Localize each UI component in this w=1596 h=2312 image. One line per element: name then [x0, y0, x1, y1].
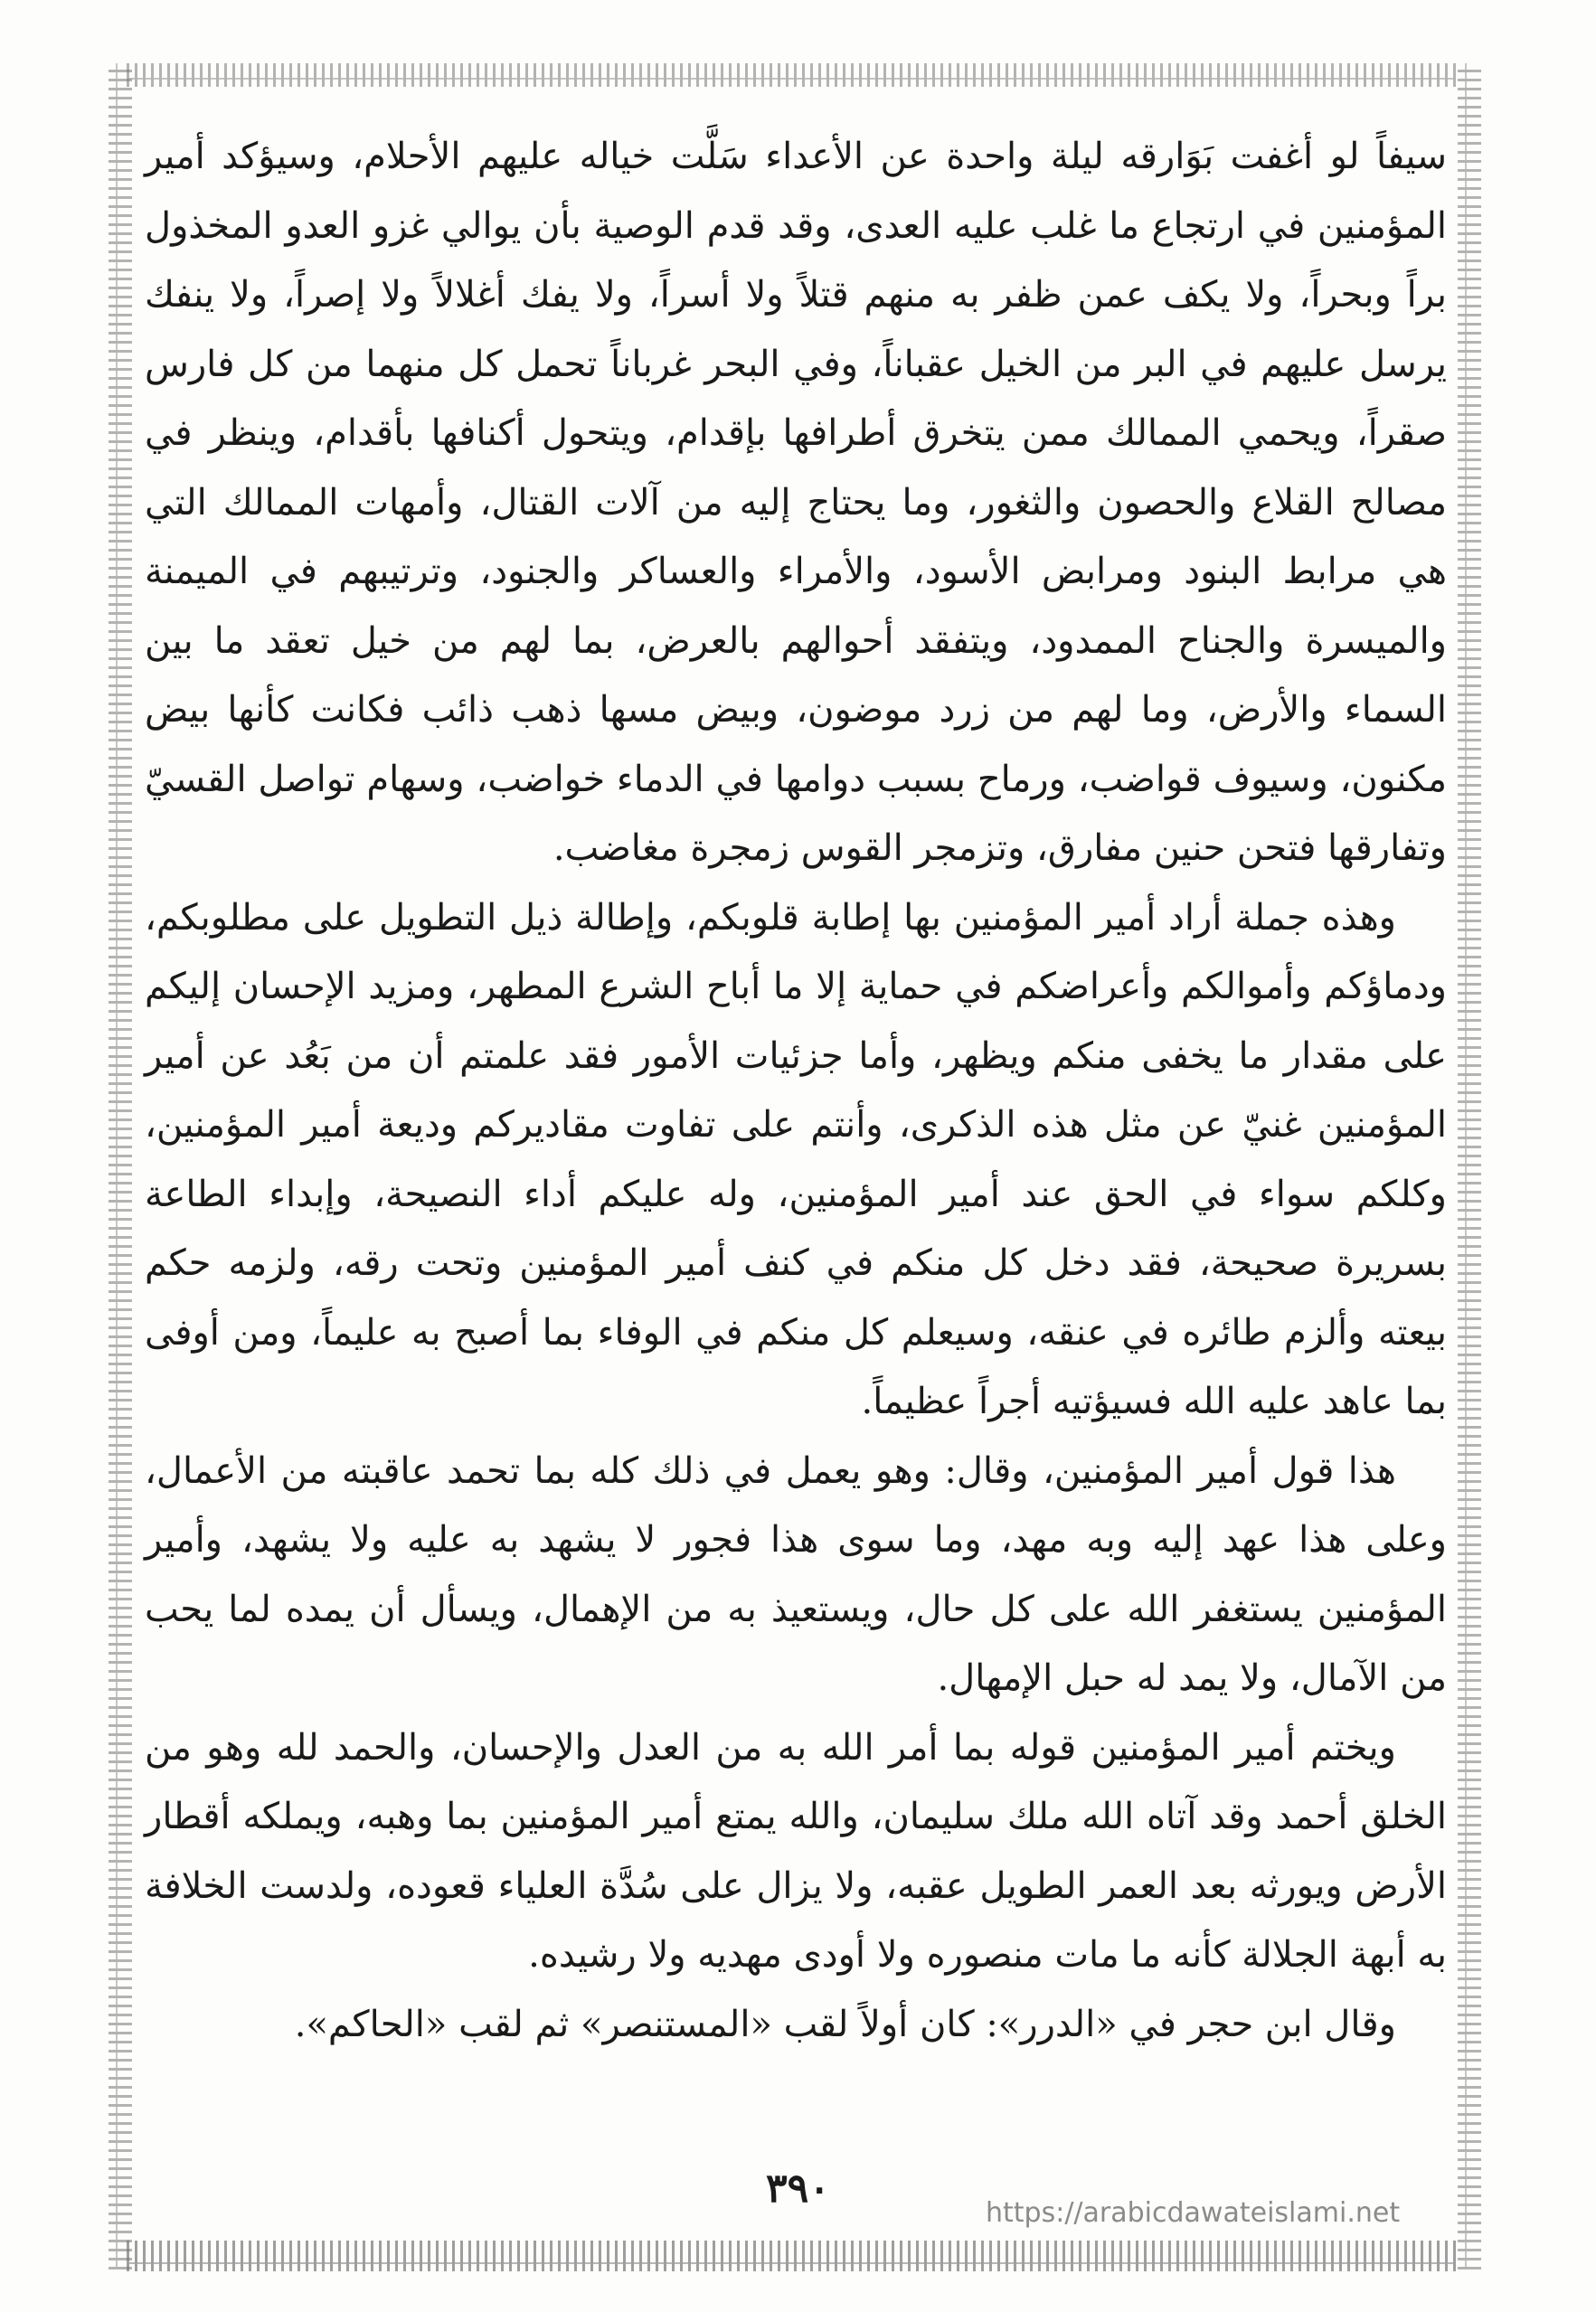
- ornamental-border-bottom: [127, 2241, 1456, 2271]
- paragraph-1: سيفاً لو أغفت بَوَارقه ليلة واحدة عن الأعداء سَلَّت خياله عليهم الأحلام، وسيؤكد أمير المؤمنين في ارتجاع ما غلب عليه العدى، وقد قدم الوصية بأن يوالي غزو العدو المخذول براً وبحراً، ولا يكف عمن ظفر به منهم قتلاً ولا أسراً، ولا يفك أغلالاً ولا إصراً، ولا ينفك يرسل عليهم في البر من الخيل عقباناً، وفي البحر غرباناً تحمل كل منهما من كل فارس صقراً، ويحمي الممالك ممن يتخرق أطرافها بإقدام، ويتحول أكنافها بأقدام، وينظر في مصالح القلاع والحصون والثغور، وما يحتاج إليه من آلات القتال، وأمهات الممالك التي هي مرابط البنود ومرابض الأسود، والأمراء والعساكر والجنود، وترتيبهم في الميمنة والميسرة والجناح الممدود، ويتفقد أحوالهم بالعرض، بما لهم من خيل تعقد ما بين السماء والأرض، وما لهم من زرد موضون، وبيض مسها ذهب ذائب فكانت كأنها بيض مكنون، وسيوف قواضب، ورماح بسبب دوامها في الدماء خواضب، وسهام تواصل القسيّ وتفارقها فتحن حنين مفارق، وتزمجر القوس زمجرة مغاضب.: [145, 136, 1447, 869]
- ornamental-border-left: [109, 63, 132, 2270]
- paragraph-4: ويختم أمير المؤمنين قوله بما أمر الله به من العدل والإحسان، والحمد لله وهو من الخلق أحمد وقد آتاه الله ملك سليمان، والله يمتع أمير المؤمنين بما وهبه، ويملكه أقطار الأرض ويورثه بعد العمر الطويل عقبه، ولا يزال على سُدَّة العلياء قعوده، ولدست الخلافة به أبهة الجلالة كأنه ما مات منصوره ولا أودى مهديه ولا رشيده.: [145, 1726, 1447, 1976]
- body-text: [145, 122, 1447, 2059]
- ornamental-border-top: [127, 63, 1456, 87]
- page-number: ٣٩٠: [766, 2166, 830, 2212]
- paragraph-2: وهذه جملة أراد أمير المؤمنين بها إطابة قلوبكم، وإطالة ذيل التطويل على مطلوبكم، ودماؤكم وأموالكم وأعراضكم في حماية إلا ما أباح الشرع المطهر، ومزيد الإحسان إليكم على مقدار ما يخفى منكم ويظهر، وأما جزئيات الأمور فقد علمتم أن من بَعُد عن أمير المؤمنين غنيّ عن مثل هذه الذكرى، وأنتم على تفاوت مقاديركم وديعة أمير المؤمنين، وكلكم سواء في الحق عند أمير المؤمنين، وله عليكم أداء النصيحة، وإبداء الطاعة بسريرة صحيحة، فقد دخل كل منكم في كنف أمير المؤمنين وتحت رقه، ولزمه حكم بيعته وألزم طائره في عنقه، وسيعلم كل منكم في الوفاء بما أصبح به عليماً، ومن أوفى بما عاهد عليه الله فسيؤتيه أجراً عظيماً.: [145, 896, 1447, 1422]
- paragraph-5: وقال ابن حجر في «الدرر»: كان أولاً لقب «المستنصر» ثم لقب «الحاكم».: [294, 2003, 1396, 2045]
- paragraph-3: هذا قول أمير المؤمنين، وقال: وهو يعمل في ذلك كله بما تحمد عاقبته من الأعمال، وعلى هذا عهد إليه وبه مهد، وما سوى هذا فجور لا يشهد به عليه ولا يشهد، وأمير المؤمنين يستغفر الله على كل حال، ويستعيذ به من الإهمال، ويسأل أن يمده لما يحب من الآمال، ولا يمد له حبل الإمهال.: [145, 1449, 1447, 1699]
- watermark-url: https://arabicdawateislami.net: [986, 2197, 1401, 2229]
- ornamental-border-right: [1458, 63, 1481, 2270]
